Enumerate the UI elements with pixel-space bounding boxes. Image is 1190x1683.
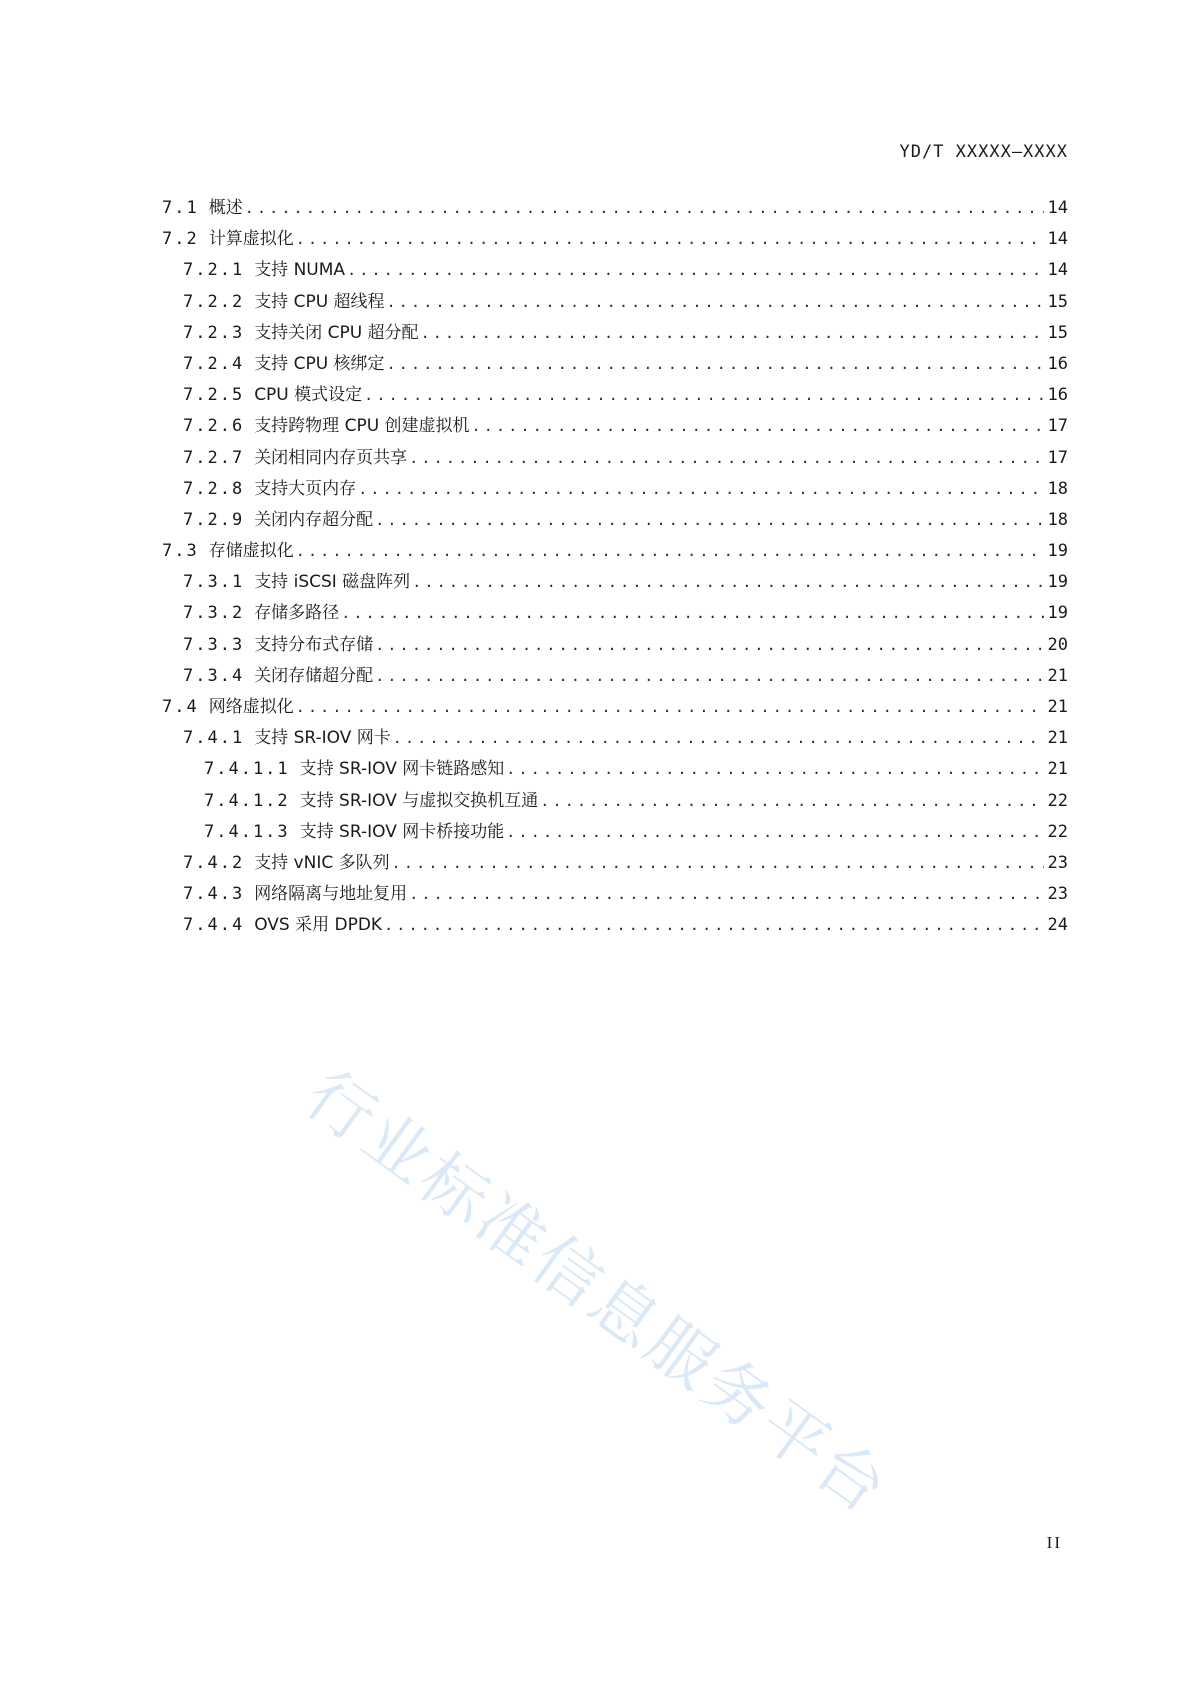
- toc-entry-title: 网络虚拟化: [208, 697, 294, 717]
- toc-dot-leader: [364, 388, 1044, 403]
- toc-entry[interactable]: [162, 598, 1068, 629]
- toc-entry[interactable]: [162, 879, 1068, 910]
- toc-entry-page: 23: [1047, 884, 1068, 905]
- toc-entry-page: 24: [1047, 915, 1068, 936]
- toc-entry-number: 7.4.1.3: [204, 821, 290, 842]
- toc-entry-number: 7.4: [162, 697, 199, 717]
- toc-entry-number: 7.1: [162, 198, 199, 218]
- toc-dot-leader: [358, 482, 1044, 497]
- toc-entry-title: 支持跨物理 CPU 创建虚拟机: [254, 416, 470, 437]
- table-of-contents: [162, 193, 1068, 942]
- toc-dot-leader: [392, 856, 1044, 871]
- toc-entry-page: 14: [1047, 229, 1068, 250]
- toc-entry[interactable]: [162, 910, 1068, 941]
- toc-entry-number: 7.2.6: [183, 416, 245, 437]
- toc-entry[interactable]: [162, 474, 1068, 505]
- toc-entry-number: 7.2.8: [183, 478, 245, 499]
- toc-entry-number: 7.2.9: [183, 509, 245, 530]
- toc-entry-title: 存储虚拟化: [208, 541, 294, 562]
- toc-entry-number: 7.3.1: [183, 572, 245, 593]
- toc-entry-title: 支持 SR-IOV 与虚拟交换机互通: [299, 790, 539, 811]
- toc-entry-page: 21: [1047, 697, 1068, 717]
- toc-dot-leader: [412, 575, 1044, 590]
- toc-entry-number: 7.2.2: [183, 291, 245, 312]
- toc-dot-leader: [387, 357, 1044, 372]
- toc-entry-title: OVS 采用 DPDK: [254, 915, 383, 936]
- toc-entry[interactable]: [162, 630, 1068, 661]
- toc-entry-page: 21: [1047, 665, 1068, 686]
- toc-dot-leader: [375, 638, 1044, 653]
- toc-dot-leader: [472, 419, 1044, 434]
- toc-entry-page: 17: [1047, 416, 1068, 437]
- toc-entry[interactable]: [162, 661, 1068, 692]
- toc-entry[interactable]: [162, 318, 1068, 349]
- toc-entry-number: 7.2.7: [183, 447, 245, 468]
- watermark-text: 行业标准信息服务平台: [291, 1056, 904, 1530]
- toc-dot-leader: [347, 263, 1044, 278]
- toc-entry-title: CPU 模式设定: [254, 385, 363, 406]
- toc-entry-title: 支持 SR-IOV 网卡: [254, 728, 391, 749]
- toc-entry-title: 关闭相同内存页共享: [254, 447, 408, 468]
- toc-entry[interactable]: [162, 786, 1068, 817]
- toc-entry-number: 7.3.3: [183, 634, 245, 655]
- toc-dot-leader: [341, 606, 1044, 621]
- toc-entry[interactable]: [162, 411, 1068, 442]
- toc-entry-page: 15: [1047, 322, 1068, 343]
- toc-dot-leader: [296, 544, 1044, 559]
- toc-entry-number: 7.2.5: [183, 385, 245, 406]
- toc-entry-page: 22: [1047, 790, 1068, 811]
- toc-entry-page: 23: [1047, 852, 1068, 873]
- toc-entry-number: 7.4.1.1: [204, 759, 290, 780]
- toc-entry[interactable]: [162, 817, 1068, 848]
- toc-entry[interactable]: [162, 193, 1068, 224]
- toc-entry-number: 7.4.3: [183, 884, 245, 905]
- toc-entry-number: 7.3.4: [183, 665, 245, 686]
- toc-entry-title: 关闭内存超分配: [254, 509, 374, 530]
- toc-entry-number: 7.4.2: [183, 852, 245, 873]
- toc-entry-title: 支持 SR-IOV 网卡桥接功能: [299, 821, 505, 842]
- toc-entry-title: 支持 iSCSI 磁盘阵列: [254, 572, 411, 593]
- toc-entry[interactable]: [162, 224, 1068, 255]
- toc-entry-page: 18: [1047, 478, 1068, 499]
- toc-entry-page: 17: [1047, 447, 1068, 468]
- toc-entry[interactable]: [162, 692, 1068, 723]
- toc-entry-title: 支持分布式存储: [254, 634, 374, 655]
- toc-entry-page: 14: [1047, 198, 1068, 218]
- toc-entry-page: 19: [1047, 572, 1068, 593]
- toc-entry-page: 19: [1047, 603, 1068, 624]
- toc-dot-leader: [409, 887, 1044, 902]
- toc-dot-leader: [409, 451, 1044, 466]
- toc-entry-title: 支持 CPU 核绑定: [254, 353, 385, 374]
- toc-dot-leader: [387, 295, 1044, 310]
- toc-entry-title: 存储多路径: [254, 603, 340, 624]
- toc-entry-page: 22: [1047, 821, 1068, 842]
- toc-dot-leader: [375, 669, 1044, 684]
- toc-dot-leader: [296, 700, 1044, 715]
- toc-entry[interactable]: [162, 536, 1068, 567]
- toc-entry-page: 16: [1047, 385, 1068, 406]
- toc-entry[interactable]: [162, 723, 1068, 754]
- toc-entry-page: 19: [1047, 541, 1068, 562]
- toc-dot-leader: [506, 825, 1044, 840]
- toc-entry-page: 18: [1047, 509, 1068, 530]
- page-number: II: [1046, 1533, 1062, 1552]
- toc-entry-title: 计算虚拟化: [208, 229, 294, 250]
- toc-entry[interactable]: [162, 255, 1068, 286]
- toc-entry[interactable]: [162, 380, 1068, 411]
- toc-entry-number: 7.2.4: [183, 353, 245, 374]
- toc-entry[interactable]: [162, 567, 1068, 598]
- toc-entry-page: 20: [1047, 634, 1068, 655]
- toc-entry-page: 21: [1047, 759, 1068, 780]
- toc-dot-leader: [245, 201, 1044, 216]
- toc-entry-title: 支持大页内存: [254, 478, 357, 499]
- toc-dot-leader: [296, 232, 1044, 247]
- toc-entry-number: 7.2: [162, 229, 199, 250]
- toc-entry[interactable]: [162, 287, 1068, 318]
- toc-entry[interactable]: [162, 505, 1068, 536]
- toc-entry-number: 7.3: [162, 541, 199, 562]
- toc-entry-page: 16: [1047, 353, 1068, 374]
- toc-entry-title: 概述: [208, 198, 243, 218]
- toc-entry-number: 7.2.1: [183, 260, 245, 281]
- toc-dot-leader: [540, 794, 1044, 809]
- toc-entry[interactable]: [162, 443, 1068, 474]
- toc-entry-page: 21: [1047, 728, 1068, 749]
- toc-dot-leader: [506, 762, 1044, 777]
- toc-entry-number: 7.4.4: [183, 915, 245, 936]
- toc-entry-number: 7.2.3: [183, 322, 245, 343]
- toc-entry-title: 关闭存储超分配: [254, 665, 374, 686]
- toc-entry-page: 15: [1047, 291, 1068, 312]
- toc-entry-title: 支持 NUMA: [254, 260, 346, 281]
- toc-entry-page: 14: [1047, 260, 1068, 281]
- toc-entry-title: 支持关闭 CPU 超分配: [254, 322, 419, 343]
- toc-entry-title: 支持 CPU 超线程: [254, 291, 385, 312]
- toc-entry-number: 7.3.2: [183, 603, 245, 624]
- toc-entry-title: 网络隔离与地址复用: [254, 884, 408, 905]
- toc-entry[interactable]: [162, 848, 1068, 879]
- toc-entry[interactable]: [162, 349, 1068, 380]
- document-code-header: YD/T XXXXX—XXXX: [899, 142, 1068, 162]
- toc-dot-leader: [375, 513, 1044, 528]
- toc-entry[interactable]: [162, 754, 1068, 785]
- toc-dot-leader: [421, 326, 1044, 341]
- toc-entry-number: 7.4.1: [183, 728, 245, 749]
- toc-dot-leader: [384, 918, 1044, 933]
- toc-entry-title: 支持 vNIC 多队列: [254, 852, 390, 873]
- toc-dot-leader: [393, 731, 1044, 746]
- toc-entry-number: 7.4.1.2: [204, 790, 290, 811]
- toc-entry-title: 支持 SR-IOV 网卡链路感知: [299, 759, 505, 780]
